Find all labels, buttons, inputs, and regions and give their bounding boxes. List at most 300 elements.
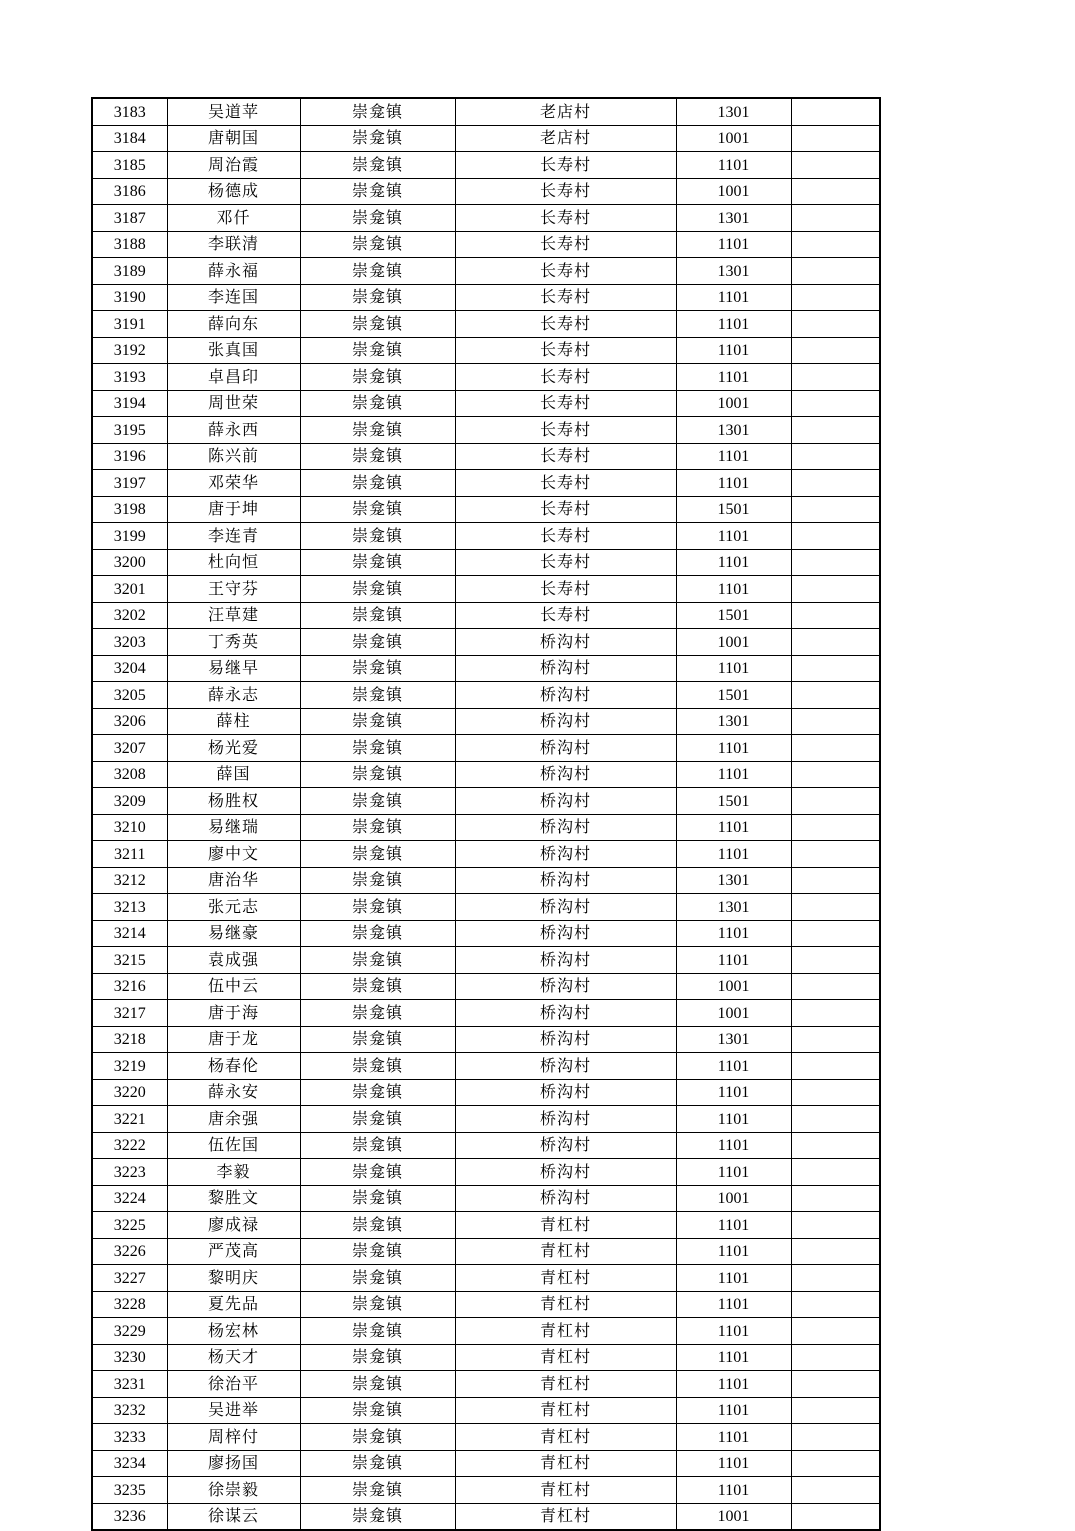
village-cell: 桥沟村 — [455, 735, 676, 762]
amount-cell: 1101 — [676, 284, 791, 311]
town-cell: 崇龛镇 — [300, 1238, 455, 1265]
amount-cell: 1101 — [676, 1079, 791, 1106]
town-cell: 崇龛镇 — [300, 364, 455, 391]
village-cell: 桥沟村 — [455, 655, 676, 682]
amount-cell: 1101 — [676, 576, 791, 603]
town-cell: 崇龛镇 — [300, 602, 455, 629]
village-cell: 青杠村 — [455, 1212, 676, 1239]
remark-cell — [791, 1318, 880, 1345]
village-cell: 桥沟村 — [455, 1000, 676, 1027]
amount-cell: 1101 — [676, 1159, 791, 1186]
town-cell: 崇龛镇 — [300, 973, 455, 1000]
remark-cell — [791, 178, 880, 205]
table-row — [92, 867, 880, 894]
village-cell: 长寿村 — [455, 576, 676, 603]
village-cell: 长寿村 — [455, 205, 676, 232]
amount-cell: 1101 — [676, 1212, 791, 1239]
remark-cell — [791, 1265, 880, 1292]
village-cell: 桥沟村 — [455, 629, 676, 656]
table-row — [92, 814, 880, 841]
village-cell: 长寿村 — [455, 258, 676, 285]
table-row — [92, 761, 880, 788]
table-row — [92, 1477, 880, 1504]
village-cell: 桥沟村 — [455, 1185, 676, 1212]
village-cell: 长寿村 — [455, 443, 676, 470]
amount-cell: 1101 — [676, 1318, 791, 1345]
table-row — [92, 1000, 880, 1027]
amount-cell: 1301 — [676, 98, 791, 125]
town-cell: 崇龛镇 — [300, 258, 455, 285]
table-row — [92, 231, 880, 258]
remark-cell — [791, 549, 880, 576]
table-row — [92, 1318, 880, 1345]
town-cell: 崇龛镇 — [300, 920, 455, 947]
village-cell: 长寿村 — [455, 523, 676, 550]
remark-cell — [791, 973, 880, 1000]
row-number-cell: 3194 — [92, 390, 167, 417]
name-cell: 吴进举 — [167, 1397, 300, 1424]
table-row — [92, 1424, 880, 1451]
village-cell: 长寿村 — [455, 549, 676, 576]
table-row — [92, 496, 880, 523]
remark-cell — [791, 1000, 880, 1027]
name-cell: 唐于坤 — [167, 496, 300, 523]
remark-cell — [791, 1291, 880, 1318]
table-row — [92, 708, 880, 735]
name-cell: 杨春伦 — [167, 1053, 300, 1080]
town-cell: 崇龛镇 — [300, 1424, 455, 1451]
name-cell: 卓昌印 — [167, 364, 300, 391]
village-cell: 桥沟村 — [455, 1132, 676, 1159]
village-cell: 桥沟村 — [455, 1079, 676, 1106]
name-cell: 夏先品 — [167, 1291, 300, 1318]
name-cell: 周梓付 — [167, 1424, 300, 1451]
village-cell: 桥沟村 — [455, 947, 676, 974]
amount-cell: 1101 — [676, 231, 791, 258]
remark-cell — [791, 284, 880, 311]
name-cell: 杨宏林 — [167, 1318, 300, 1345]
town-cell: 崇龛镇 — [300, 311, 455, 338]
name-cell: 袁成强 — [167, 947, 300, 974]
table-row — [92, 973, 880, 1000]
table-row — [92, 152, 880, 179]
amount-cell: 1101 — [676, 655, 791, 682]
remark-cell — [791, 947, 880, 974]
remark-cell — [791, 1212, 880, 1239]
town-cell: 崇龛镇 — [300, 708, 455, 735]
row-number-cell: 3204 — [92, 655, 167, 682]
name-cell: 杜向恒 — [167, 549, 300, 576]
name-cell: 邓荣华 — [167, 470, 300, 497]
remark-cell — [791, 867, 880, 894]
amount-cell: 1301 — [676, 1026, 791, 1053]
row-number-cell: 3195 — [92, 417, 167, 444]
village-cell: 青杠村 — [455, 1477, 676, 1504]
village-cell: 青杠村 — [455, 1344, 676, 1371]
town-cell: 崇龛镇 — [300, 1265, 455, 1292]
name-cell: 薛永志 — [167, 682, 300, 709]
amount-cell: 1001 — [676, 1185, 791, 1212]
table-row — [92, 682, 880, 709]
name-cell: 杨胜权 — [167, 788, 300, 815]
village-cell: 桥沟村 — [455, 788, 676, 815]
amount-cell: 1301 — [676, 258, 791, 285]
town-cell: 崇龛镇 — [300, 443, 455, 470]
town-cell: 崇龛镇 — [300, 1159, 455, 1186]
row-number-cell: 3202 — [92, 602, 167, 629]
town-cell: 崇龛镇 — [300, 205, 455, 232]
remark-cell — [791, 1079, 880, 1106]
table-row — [92, 364, 880, 391]
amount-cell: 1101 — [676, 1371, 791, 1398]
amount-cell: 1001 — [676, 390, 791, 417]
name-cell: 黎明庆 — [167, 1265, 300, 1292]
table-row — [92, 417, 880, 444]
remark-cell — [791, 311, 880, 338]
remark-cell — [791, 231, 880, 258]
village-cell: 青杠村 — [455, 1424, 676, 1451]
name-cell: 严茂高 — [167, 1238, 300, 1265]
amount-cell: 1101 — [676, 920, 791, 947]
table-row — [92, 284, 880, 311]
row-number-cell: 3220 — [92, 1079, 167, 1106]
row-number-cell: 3189 — [92, 258, 167, 285]
amount-cell: 1001 — [676, 178, 791, 205]
amount-cell: 1101 — [676, 1397, 791, 1424]
amount-cell: 1101 — [676, 1477, 791, 1504]
town-cell: 崇龛镇 — [300, 470, 455, 497]
town-cell: 崇龛镇 — [300, 1291, 455, 1318]
name-cell: 薛永西 — [167, 417, 300, 444]
remark-cell — [791, 152, 880, 179]
village-cell: 桥沟村 — [455, 841, 676, 868]
remark-cell — [791, 841, 880, 868]
remark-cell — [791, 496, 880, 523]
name-cell: 廖中文 — [167, 841, 300, 868]
row-number-cell: 3222 — [92, 1132, 167, 1159]
row-number-cell: 3229 — [92, 1318, 167, 1345]
remark-cell — [791, 1397, 880, 1424]
remark-cell — [791, 1159, 880, 1186]
village-cell: 桥沟村 — [455, 920, 676, 947]
town-cell: 崇龛镇 — [300, 1000, 455, 1027]
remark-cell — [791, 258, 880, 285]
town-cell: 崇龛镇 — [300, 417, 455, 444]
amount-cell: 1101 — [676, 1291, 791, 1318]
name-cell: 薛柱 — [167, 708, 300, 735]
row-number-cell: 3228 — [92, 1291, 167, 1318]
amount-cell: 1301 — [676, 205, 791, 232]
name-cell: 张元志 — [167, 894, 300, 921]
remark-cell — [791, 1185, 880, 1212]
remark-cell — [791, 98, 880, 125]
village-cell: 长寿村 — [455, 496, 676, 523]
table-row — [92, 258, 880, 285]
table-row — [92, 1238, 880, 1265]
village-cell: 桥沟村 — [455, 814, 676, 841]
table-row — [92, 894, 880, 921]
row-number-cell: 3236 — [92, 1503, 167, 1530]
name-cell: 廖扬国 — [167, 1450, 300, 1477]
amount-cell: 1101 — [676, 814, 791, 841]
name-cell: 薛向东 — [167, 311, 300, 338]
remark-cell — [791, 1371, 880, 1398]
table-row — [92, 1212, 880, 1239]
town-cell: 崇龛镇 — [300, 231, 455, 258]
row-number-cell: 3232 — [92, 1397, 167, 1424]
name-cell: 周世荣 — [167, 390, 300, 417]
village-cell: 桥沟村 — [455, 1106, 676, 1133]
row-number-cell: 3188 — [92, 231, 167, 258]
village-cell: 长寿村 — [455, 231, 676, 258]
row-number-cell: 3199 — [92, 523, 167, 550]
amount-cell: 1301 — [676, 417, 791, 444]
village-cell: 青杠村 — [455, 1238, 676, 1265]
amount-cell: 1301 — [676, 708, 791, 735]
village-cell: 长寿村 — [455, 152, 676, 179]
name-cell: 王守芬 — [167, 576, 300, 603]
row-number-cell: 3185 — [92, 152, 167, 179]
table-row — [92, 655, 880, 682]
table-row — [92, 1371, 880, 1398]
amount-cell: 1101 — [676, 1132, 791, 1159]
amount-cell: 1301 — [676, 867, 791, 894]
remark-cell — [791, 629, 880, 656]
row-number-cell: 3215 — [92, 947, 167, 974]
village-cell: 桥沟村 — [455, 1053, 676, 1080]
village-cell: 桥沟村 — [455, 894, 676, 921]
table-row — [92, 125, 880, 152]
table-row — [92, 788, 880, 815]
town-cell: 崇龛镇 — [300, 549, 455, 576]
name-cell: 唐余强 — [167, 1106, 300, 1133]
village-cell: 长寿村 — [455, 364, 676, 391]
row-number-cell: 3210 — [92, 814, 167, 841]
row-number-cell: 3203 — [92, 629, 167, 656]
name-cell: 唐于海 — [167, 1000, 300, 1027]
town-cell: 崇龛镇 — [300, 1344, 455, 1371]
town-cell: 崇龛镇 — [300, 152, 455, 179]
town-cell: 崇龛镇 — [300, 655, 455, 682]
table-row — [92, 1053, 880, 1080]
remark-cell — [791, 682, 880, 709]
village-cell: 青杠村 — [455, 1265, 676, 1292]
row-number-cell: 3224 — [92, 1185, 167, 1212]
amount-cell: 1001 — [676, 973, 791, 1000]
name-cell: 李连青 — [167, 523, 300, 550]
amount-cell: 1101 — [676, 1238, 791, 1265]
amount-cell: 1101 — [676, 841, 791, 868]
name-cell: 吴道苹 — [167, 98, 300, 125]
amount-cell: 1101 — [676, 364, 791, 391]
table-row — [92, 576, 880, 603]
remark-cell — [791, 1026, 880, 1053]
table-row — [92, 470, 880, 497]
row-number-cell: 3196 — [92, 443, 167, 470]
amount-cell: 1501 — [676, 602, 791, 629]
name-cell: 易继豪 — [167, 920, 300, 947]
village-cell: 桥沟村 — [455, 708, 676, 735]
town-cell: 崇龛镇 — [300, 98, 455, 125]
row-number-cell: 3209 — [92, 788, 167, 815]
remark-cell — [791, 814, 880, 841]
table-row — [92, 98, 880, 125]
table-row — [92, 523, 880, 550]
remark-cell — [791, 761, 880, 788]
amount-cell: 1501 — [676, 682, 791, 709]
table-row — [92, 178, 880, 205]
row-number-cell: 3217 — [92, 1000, 167, 1027]
remark-cell — [791, 1450, 880, 1477]
name-cell: 易继早 — [167, 655, 300, 682]
row-number-cell: 3183 — [92, 98, 167, 125]
table-row — [92, 311, 880, 338]
amount-cell: 1101 — [676, 735, 791, 762]
name-cell: 徐治平 — [167, 1371, 300, 1398]
row-number-cell: 3227 — [92, 1265, 167, 1292]
village-cell: 桥沟村 — [455, 973, 676, 1000]
name-cell: 杨天才 — [167, 1344, 300, 1371]
row-number-cell: 3234 — [92, 1450, 167, 1477]
town-cell: 崇龛镇 — [300, 125, 455, 152]
village-cell: 桥沟村 — [455, 682, 676, 709]
table-row — [92, 1450, 880, 1477]
remark-cell — [791, 788, 880, 815]
table-row — [92, 1106, 880, 1133]
village-cell: 长寿村 — [455, 417, 676, 444]
row-number-cell: 3235 — [92, 1477, 167, 1504]
village-cell: 青杠村 — [455, 1318, 676, 1345]
table-row — [92, 205, 880, 232]
remark-cell — [791, 390, 880, 417]
table-row — [92, 1026, 880, 1053]
table-row — [92, 735, 880, 762]
town-cell: 崇龛镇 — [300, 576, 455, 603]
remark-cell — [791, 1238, 880, 1265]
town-cell: 崇龛镇 — [300, 523, 455, 550]
name-cell: 薛永安 — [167, 1079, 300, 1106]
row-number-cell: 3207 — [92, 735, 167, 762]
town-cell: 崇龛镇 — [300, 1318, 455, 1345]
amount-cell: 1101 — [676, 311, 791, 338]
name-cell: 杨德成 — [167, 178, 300, 205]
row-number-cell: 3198 — [92, 496, 167, 523]
name-cell: 伍中云 — [167, 973, 300, 1000]
name-cell: 徐谋云 — [167, 1503, 300, 1530]
table-row — [92, 1079, 880, 1106]
row-number-cell: 3219 — [92, 1053, 167, 1080]
name-cell: 陈兴前 — [167, 443, 300, 470]
amount-cell: 1301 — [676, 894, 791, 921]
row-number-cell: 3226 — [92, 1238, 167, 1265]
town-cell: 崇龛镇 — [300, 337, 455, 364]
amount-cell: 1001 — [676, 1503, 791, 1530]
name-cell: 唐于龙 — [167, 1026, 300, 1053]
amount-cell: 1501 — [676, 496, 791, 523]
name-cell: 徐崇毅 — [167, 1477, 300, 1504]
town-cell: 崇龛镇 — [300, 1450, 455, 1477]
row-number-cell: 3211 — [92, 841, 167, 868]
table-row — [92, 947, 880, 974]
table-row — [92, 920, 880, 947]
village-cell: 长寿村 — [455, 337, 676, 364]
table-row — [92, 549, 880, 576]
remark-cell — [791, 655, 880, 682]
table-row — [92, 1185, 880, 1212]
town-cell: 崇龛镇 — [300, 390, 455, 417]
village-cell: 长寿村 — [455, 311, 676, 338]
amount-cell: 1001 — [676, 125, 791, 152]
remark-cell — [791, 1053, 880, 1080]
name-cell: 李联清 — [167, 231, 300, 258]
town-cell: 崇龛镇 — [300, 1132, 455, 1159]
village-cell: 长寿村 — [455, 284, 676, 311]
village-cell: 长寿村 — [455, 470, 676, 497]
remark-cell — [791, 735, 880, 762]
name-cell: 杨光爱 — [167, 735, 300, 762]
row-number-cell: 3212 — [92, 867, 167, 894]
remark-cell — [791, 125, 880, 152]
amount-cell: 1101 — [676, 1053, 791, 1080]
name-cell: 汪草建 — [167, 602, 300, 629]
amount-cell: 1101 — [676, 761, 791, 788]
village-cell: 桥沟村 — [455, 867, 676, 894]
row-number-cell: 3214 — [92, 920, 167, 947]
name-cell: 周治霞 — [167, 152, 300, 179]
town-cell: 崇龛镇 — [300, 735, 455, 762]
table-row — [92, 443, 880, 470]
remark-cell — [791, 920, 880, 947]
row-number-cell: 3193 — [92, 364, 167, 391]
remark-cell — [791, 337, 880, 364]
amount-cell: 1101 — [676, 1106, 791, 1133]
village-cell: 长寿村 — [455, 390, 676, 417]
village-cell: 桥沟村 — [455, 761, 676, 788]
village-cell: 长寿村 — [455, 602, 676, 629]
row-number-cell: 3184 — [92, 125, 167, 152]
amount-cell: 1501 — [676, 788, 791, 815]
name-cell: 黎胜文 — [167, 1185, 300, 1212]
row-number-cell: 3197 — [92, 470, 167, 497]
row-number-cell: 3223 — [92, 1159, 167, 1186]
town-cell: 崇龛镇 — [300, 1212, 455, 1239]
village-cell: 青杠村 — [455, 1450, 676, 1477]
town-cell: 崇龛镇 — [300, 1106, 455, 1133]
remark-cell — [791, 1477, 880, 1504]
village-cell: 青杠村 — [455, 1371, 676, 1398]
row-number-cell: 3200 — [92, 549, 167, 576]
row-number-cell: 3186 — [92, 178, 167, 205]
data-table — [91, 97, 881, 1531]
row-number-cell: 3230 — [92, 1344, 167, 1371]
name-cell: 易继瑞 — [167, 814, 300, 841]
remark-cell — [791, 523, 880, 550]
remark-cell — [791, 1132, 880, 1159]
amount-cell: 1001 — [676, 1000, 791, 1027]
remark-cell — [791, 1106, 880, 1133]
table-row — [92, 337, 880, 364]
row-number-cell: 3187 — [92, 205, 167, 232]
amount-cell: 1101 — [676, 523, 791, 550]
town-cell: 崇龛镇 — [300, 1026, 455, 1053]
row-number-cell: 3216 — [92, 973, 167, 1000]
town-cell: 崇龛镇 — [300, 814, 455, 841]
table-row — [92, 1344, 880, 1371]
village-cell: 桥沟村 — [455, 1159, 676, 1186]
village-cell: 青杠村 — [455, 1397, 676, 1424]
village-cell: 青杠村 — [455, 1291, 676, 1318]
amount-cell: 1101 — [676, 470, 791, 497]
